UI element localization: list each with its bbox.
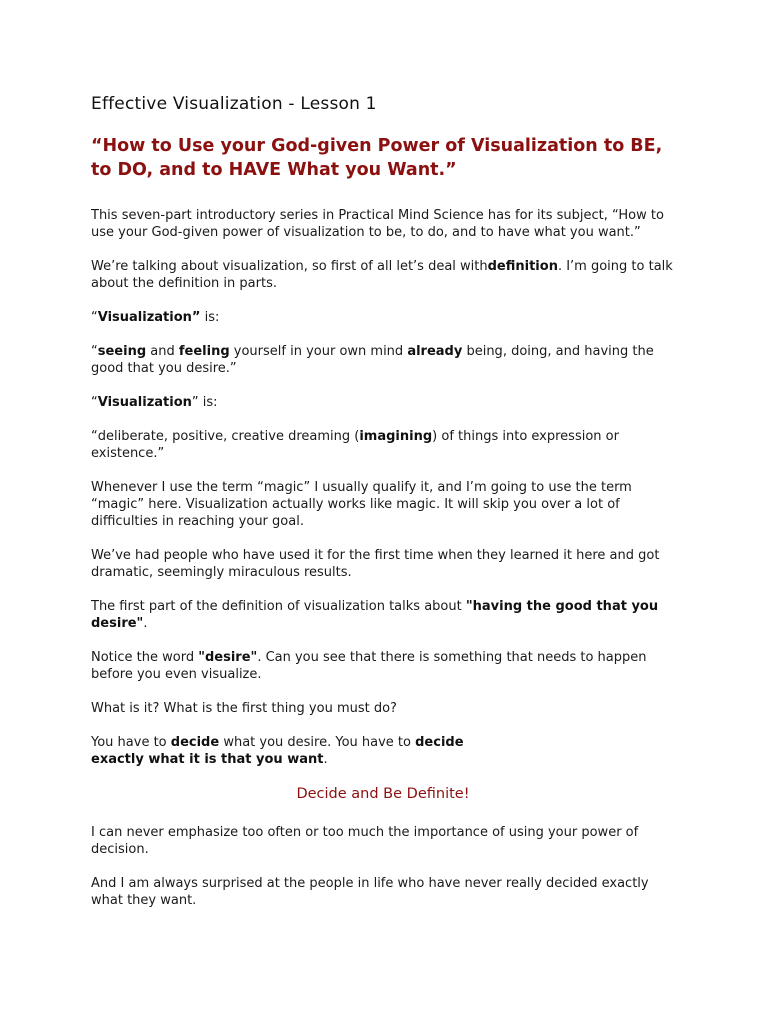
bold-run: imagining bbox=[359, 429, 433, 444]
definition-2 bbox=[91, 428, 681, 462]
text-run: “ bbox=[91, 310, 98, 325]
definition-label-1 bbox=[91, 309, 681, 326]
text-run: We’re talking about visualization, so first of all let’s deal with bbox=[91, 259, 488, 274]
text-run: “deliberate, positive, creative dreaming ( bbox=[91, 429, 360, 444]
text-run: You have to bbox=[91, 735, 171, 750]
bold-run: Visualization” bbox=[97, 310, 201, 325]
bold-run: decide bbox=[415, 735, 464, 750]
definition-label-2 bbox=[91, 394, 681, 411]
bold-run: exactly what it is that you want bbox=[91, 752, 324, 767]
surprised-paragraph: And I am always surprised at the people in life who have never really decided exactly what they want. bbox=[91, 876, 649, 908]
text-run: “ bbox=[91, 395, 98, 410]
bold-run: decide bbox=[170, 735, 220, 750]
text-run: is: bbox=[200, 310, 220, 325]
bold-run: definition bbox=[487, 259, 558, 274]
text-run: ) of things into expression or existence.” bbox=[91, 429, 619, 461]
text-run: . Can you see that there is something that needs to happen before you even visualize. bbox=[91, 650, 647, 682]
document-title: Effective Visualization - Lesson 1 bbox=[91, 94, 377, 114]
text-run: Notice the word bbox=[91, 650, 199, 665]
emphasize-paragraph: I can never emphasize too often or too much the importance of using your power of decision. bbox=[91, 825, 639, 857]
text-run: The first part of the definition of visualization talks about bbox=[91, 599, 466, 614]
bold-run: already bbox=[407, 344, 463, 359]
text-run: what you desire. You have to bbox=[219, 735, 416, 750]
results-paragraph: We’ve had people who have used it for the first time when they learned it here and got dramatic, seemingly miraculous results. bbox=[91, 548, 660, 580]
bold-run: Visualization bbox=[97, 395, 192, 410]
text-run: and bbox=[146, 344, 179, 359]
definition-intro-paragraph bbox=[91, 258, 681, 292]
text-run: yourself in your own mind bbox=[229, 344, 408, 359]
bold-run: "desire" bbox=[198, 650, 258, 665]
text-run: ” is: bbox=[191, 395, 218, 410]
lesson-headline: “How to Use your God-given Power of Visualization to BE, to DO, and to HAVE What you Want.” bbox=[91, 136, 663, 180]
bold-run: "having the good that you desire" bbox=[91, 599, 659, 631]
bold-run: seeing bbox=[97, 344, 147, 359]
text-run: . bbox=[143, 616, 148, 631]
text-run: . I’m going to talk about the definition in parts. bbox=[91, 259, 673, 291]
text-run: “ bbox=[91, 344, 98, 359]
intro-paragraph: This seven-part introductory series in Practical Mind Science has for its subject, “How to use your God-given power of visualization to be, to do, and to have what you want.” bbox=[91, 208, 664, 240]
decide-paragraph bbox=[91, 734, 681, 768]
text-run: being, doing, and having the good that you desire.” bbox=[91, 344, 654, 376]
notice-paragraph bbox=[91, 649, 681, 683]
text-run: . bbox=[323, 752, 328, 767]
magic-paragraph: Whenever I use the term “magic” I usually qualify it, and I’m going to use the term “magic” here. Visualization actually works like magic. It will skip you over a lot of difficulties in reaching your goal. bbox=[91, 480, 632, 529]
question-paragraph: What is it? What is the first thing you must do? bbox=[91, 701, 397, 716]
definition-1 bbox=[91, 343, 681, 377]
first-part-paragraph bbox=[91, 598, 681, 632]
document-page bbox=[91, 94, 681, 926]
bold-run: feeling bbox=[178, 344, 230, 359]
section-heading: Decide and Be Definite! bbox=[296, 786, 470, 802]
